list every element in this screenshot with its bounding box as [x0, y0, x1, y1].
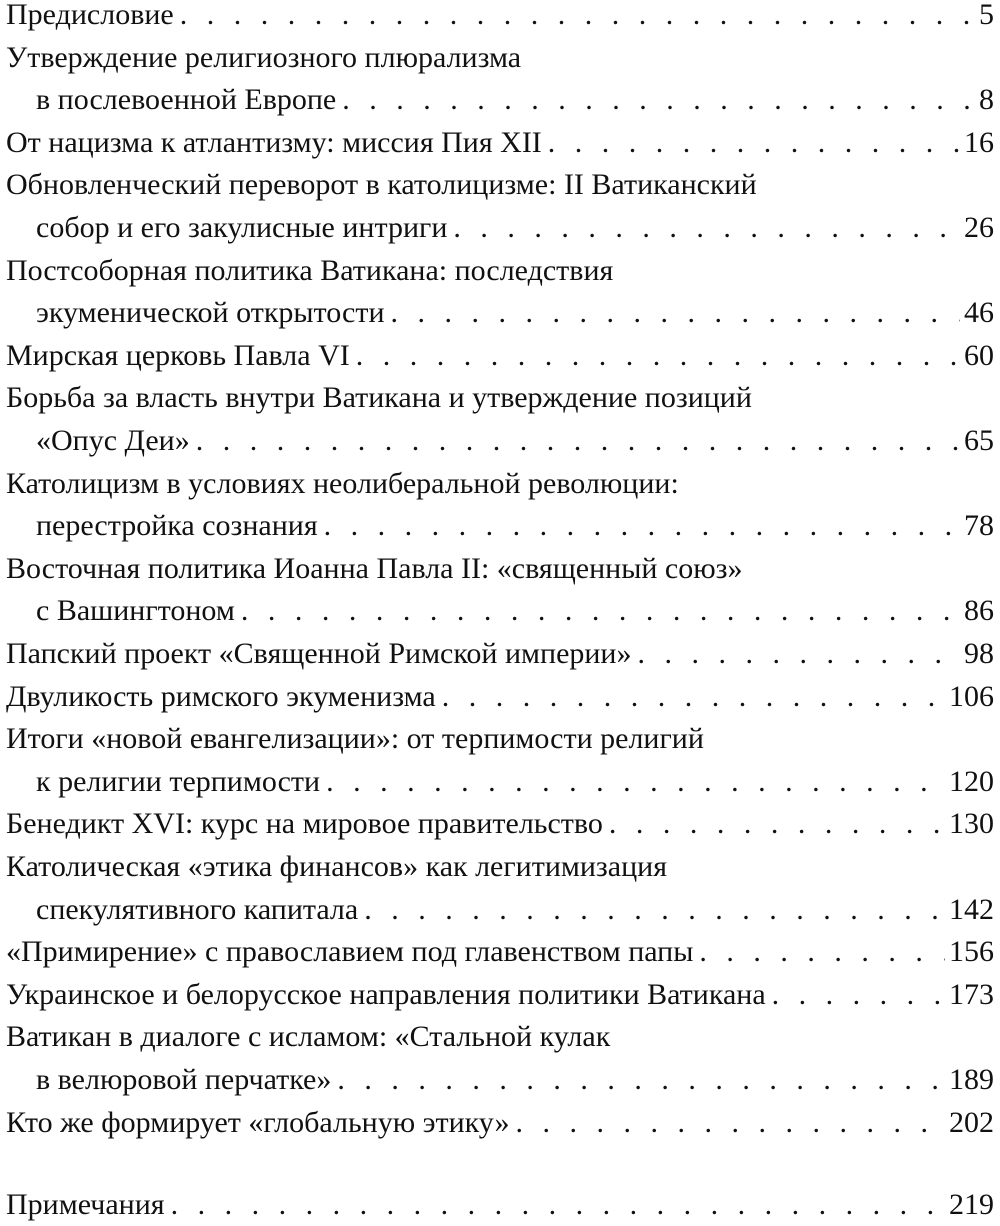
toc-entry-title: «Примирение» с православием под главенством папы: [6, 935, 694, 969]
toc-page-number: 106: [949, 679, 994, 713]
toc-entry-title: Борьба за власть внутри Ватикана и утверждение позиций: [6, 381, 752, 415]
toc-leader-dots: [235, 590, 960, 632]
toc-entry-line: [6, 718, 994, 760]
toc-entry-line: [6, 803, 994, 845]
toc-page-number: 142: [949, 892, 994, 926]
toc-leader-dots: [436, 676, 945, 718]
toc-entry-line: [6, 0, 994, 36]
toc-leader-dots: [766, 974, 945, 1016]
toc-entry-title: Папский проект «Священной Римской империи»: [6, 637, 632, 670]
toc-entry-title: Утверждение религиозного плюрализма: [6, 40, 522, 74]
toc-page-number: 78: [964, 509, 994, 543]
toc-entry-line: [36, 761, 994, 803]
toc-leader-dots: [510, 1102, 945, 1144]
toc-entry-line: [6, 974, 994, 1016]
toc-entry-title: Итоги «новой евангелизации»: от терпимости религий: [6, 722, 704, 756]
toc-entry-line: [36, 207, 994, 249]
toc-entry-title: От нацизма к атлантизму: миссия Пия XII: [6, 125, 542, 159]
toc-page-number: 65: [964, 424, 994, 457]
toc-entry-line: [6, 463, 994, 505]
toc-leader-dots: [358, 889, 945, 931]
toc-page-number: 8: [979, 83, 994, 117]
toc-page-number: 26: [964, 211, 994, 244]
toc-entry-title: с Вашингтоном: [36, 594, 235, 628]
toc-leader-dots: [190, 420, 960, 462]
toc-entry-title: Предисловие: [6, 0, 174, 31]
toc-entry-line: [36, 79, 994, 121]
toc-entry-line: [6, 122, 994, 164]
toc-entry-title: Бенедикт XVI: курс на мировое правительство: [6, 807, 603, 841]
toc-entry-line: [6, 377, 994, 419]
toc-entry-line: [36, 889, 994, 931]
toc-page-number: 5: [979, 0, 994, 31]
toc-page-number: 202: [949, 1105, 994, 1139]
toc-entry-title: Примечания: [6, 1188, 165, 1222]
toc-entry-line: [6, 1184, 994, 1226]
toc-entry-title: «Опус Деи»: [36, 424, 190, 457]
toc-page-number: 189: [949, 1063, 994, 1096]
toc-page-number: 86: [964, 594, 994, 628]
toc-page-number: 173: [949, 977, 994, 1011]
toc-entry-line: [36, 1059, 994, 1101]
toc-entry-title: в велюровой перчатке»: [36, 1063, 332, 1096]
toc-leader-dots: [542, 122, 960, 164]
toc-leader-dots: [331, 1059, 945, 1101]
toc-entry-line: [36, 505, 994, 547]
toc-entry-title: Обновленческий переворот в католицизме: II Ватиканский: [6, 168, 757, 202]
toc-entry-title: Ватикан в диалоге с исламом: «Стальной кулак: [6, 1020, 611, 1054]
toc-entry-title: Украинское и белорусское направления политики Ватикана: [6, 977, 766, 1011]
toc-entry-title: Католицизм в условиях неолиберальной революции:: [6, 466, 679, 500]
toc-entry-line: [6, 846, 994, 888]
toc-entry-title: экуменической открытости: [36, 296, 385, 330]
toc-leader-dots: [447, 207, 960, 249]
toc-entry-line: [36, 420, 994, 462]
toc-entry-line: [6, 37, 994, 79]
toc-leader-dots: [693, 931, 945, 973]
toc-entry-title: спекулятивного капитала: [36, 892, 359, 926]
toc-entry-line: [36, 590, 994, 632]
toc-leader-dots: [318, 505, 960, 547]
toc-leader-dots: [632, 633, 961, 675]
toc-page-number: 120: [949, 764, 994, 798]
toc-entry-line: [6, 164, 994, 206]
toc-entry-title: Кто же формирует «глобальную этику»: [6, 1105, 510, 1139]
toc-entry-line: [6, 250, 994, 292]
toc-entry-title: Католическая «этика финансов» как легитимизация: [6, 850, 668, 883]
toc-leader-dots: [165, 1184, 945, 1226]
toc-page-number: 16: [964, 125, 994, 159]
toc-page-number: 60: [964, 338, 994, 372]
toc-entry-line: [6, 633, 994, 675]
toc-entry-title: Постсоборная политика Ватикана: последствия: [6, 253, 614, 287]
toc-entry-title: Двуликость римского экуменизма: [6, 679, 436, 713]
toc-entry-title: Восточная политика Иоанна Павла II: «священный союз»: [6, 551, 743, 585]
toc-entry-title: в послевоенной Европе: [36, 83, 337, 117]
toc-entry-line: [36, 292, 994, 334]
toc-page-number: 98: [964, 637, 994, 670]
toc-entry-line: [6, 1102, 994, 1144]
toc-leader-dots: [174, 0, 975, 36]
toc-entry-line: [6, 335, 994, 377]
toc-page-number: 46: [964, 296, 994, 330]
toc-entry-line: [6, 676, 994, 718]
toc-entry-line: [6, 1016, 994, 1058]
toc-entry-line: [6, 931, 994, 973]
toc-page-number: 130: [949, 807, 994, 841]
toc-leader-dots: [350, 335, 960, 377]
toc-page-number: 156: [949, 935, 994, 969]
toc-leader-dots: [320, 761, 945, 803]
toc-entry-line: [6, 548, 994, 590]
toc-entry-title: собор и его закулисные интриги: [36, 211, 448, 244]
toc-leader-dots: [603, 803, 945, 845]
toc-entry-title: перестройка сознания: [36, 509, 318, 543]
toc-leader-dots: [336, 79, 975, 121]
toc-entry-title: Мирская церковь Павла VI: [6, 338, 350, 372]
toc-entry-title: к религии терпимости: [36, 764, 321, 798]
toc-leader-dots: [385, 292, 960, 334]
toc-page-number: 219: [949, 1188, 994, 1222]
